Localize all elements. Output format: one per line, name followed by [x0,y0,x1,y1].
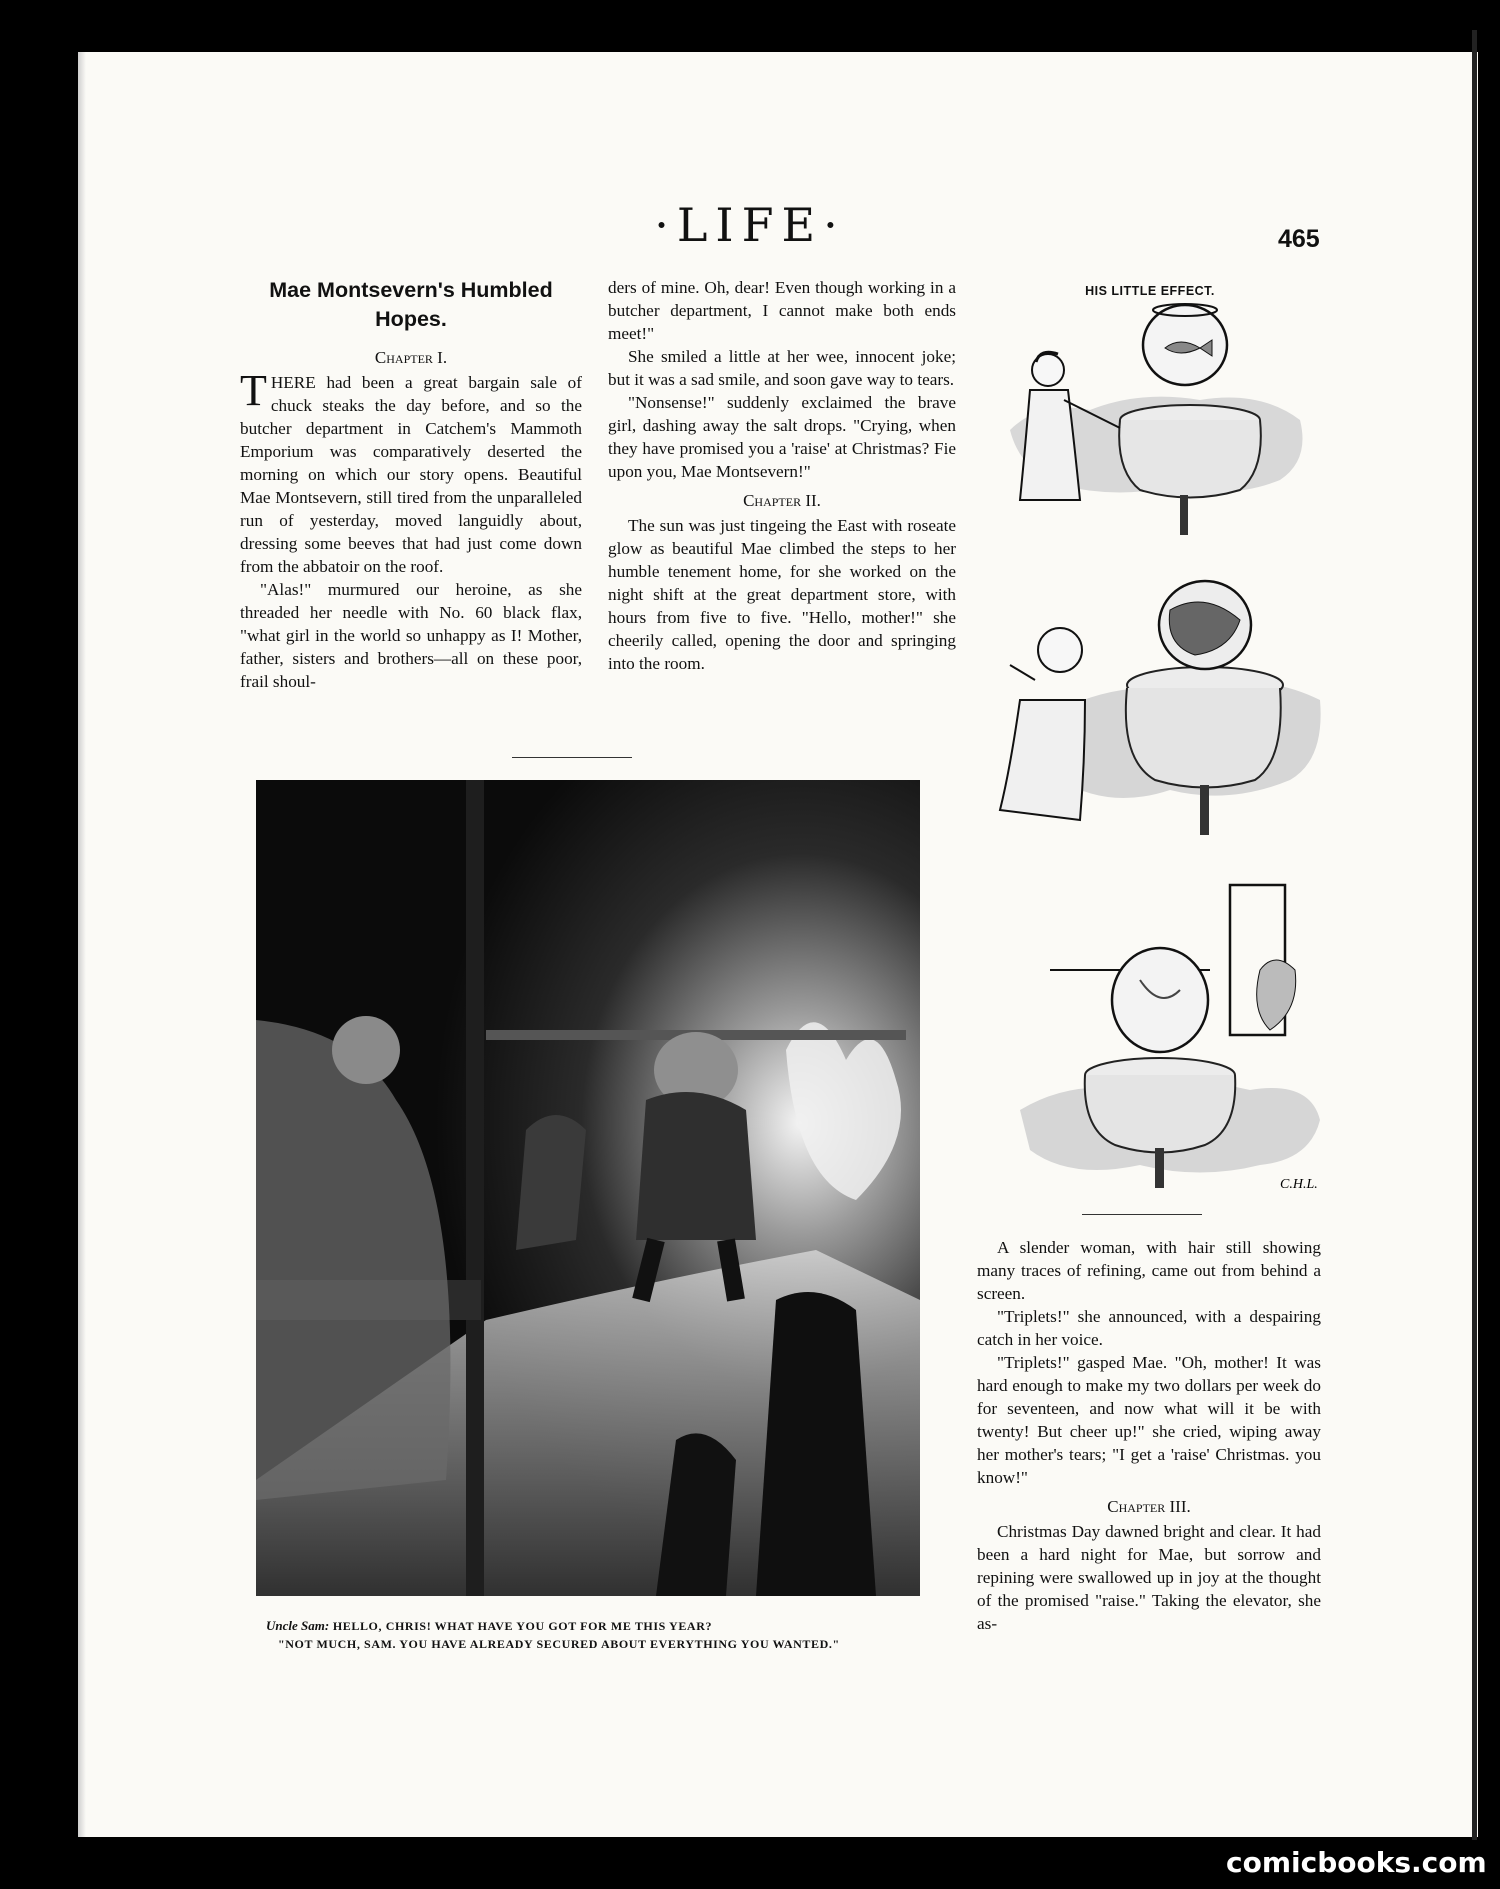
paragraph: A slender woman, with hair still showing many traces of refining, came out from behind a screen. [977,1238,1321,1303]
page-number: 465 [1278,225,1320,253]
caption-line-2: "NOT MUCH, SAM. YOU HAVE ALREADY SECURED ABOUT EVERYTHING YOU WANTED." [278,1637,840,1651]
photo-caption [266,1617,926,1653]
paragraph: She smiled a little at her wee, innocent joke; but it was a sad smile, and soon gave way to tears. [608,347,956,389]
paragraph: "Alas!" murmured our heroine, as she threaded her needle with No. 60 black flax, "what girl in the world so unhappy as I! Mother, father, sisters and brothers—all on these poor, frail shoul- [240,580,582,691]
bedroom-scene-illustration [256,780,920,1596]
story-column-3 [977,1236,1321,1635]
cartoon-panel-1 [1000,300,1320,560]
paragraph: "Triplets!" gasped Mae. "Oh, mother! It was hard enough to make my two dollars per week do for seventeen, and now what will it be with twenty! But cheer up!" she cried, wiping away her mother's tears; "I get a 'raise' Christmas. you know!" [977,1353,1321,1487]
masthead: ·LIFE· [654,198,846,252]
page-gutter-shadow [78,52,86,1837]
paragraph: "Nonsense!" suddenly exclaimed the brave girl, dashing away the salt drops. "Crying, when they have promised you a 'raise' at Christmas? Fie upon you, Mae Montsevern!" [608,393,956,481]
chapter-heading: Chapter III. [1107,1497,1191,1516]
watermark: comicbooks.com [1226,1846,1487,1879]
story-title: Mae Montsevern's Humbled Hopes. [269,278,553,331]
caption-line-1 [266,1617,926,1635]
paragraph: ders of mine. Oh, dear! Even though working in a butcher department, I cannot make both ends meet!" [608,278,956,343]
column-rule [512,757,632,758]
paragraph: "Triplets!" she announced, with a despairing catch in her voice. [977,1307,1321,1349]
story-column-1 [240,276,582,693]
illustration-title: HIS LITTLE EFFECT. [1085,284,1215,298]
page-edge [1472,30,1477,1840]
chapter-heading: Chapter I. [374,348,448,367]
caption-speaker: Uncle Sam: [266,1618,330,1633]
cartoon-panel-3 [1010,880,1330,1200]
story-column-2 [608,276,956,675]
chapter-heading: Chapter II. [743,491,821,510]
scene-drawing [256,780,920,1596]
paragraph: Christmas Day dawned bright and clear. It had been a hard night for Mae, but sorrow and repining were swallowed up in joy at the thought of the promised "raise." Taking the elevator, she as- [977,1522,1321,1633]
paragraph [240,366,582,578]
column-rule [1082,1214,1202,1215]
paragraph: The sun was just tingeing the East with roseate glow as beautiful Mae climbed the steps to her humble tenement home, for she worked on the night shift at the great department store, with hours from five to five. "Hello, mother!" she cheerily called, opening the door and springing into the room. [608,516,956,673]
caption-text: HELLO, CHRIS! WHAT HAVE YOU GOT FOR ME THIS YEAR? [332,1619,713,1633]
paragraph-text: HERE had been a great bargain sale of chuck steaks the day before, and so the butcher department in Catchem's Mammoth Emporium was comparatively deserted the morning on which our story opens. Beautiful Mae Montsevern, still tired from the unparalleled run of yesterday, moved languidly about, dressing some beeves that had just come down from the abbatoir on the roof. [240,373,582,576]
cartoon-panel-2 [990,570,1330,850]
artist-signature: C.H.L. [1280,1177,1318,1192]
drop-cap: T [240,366,267,415]
